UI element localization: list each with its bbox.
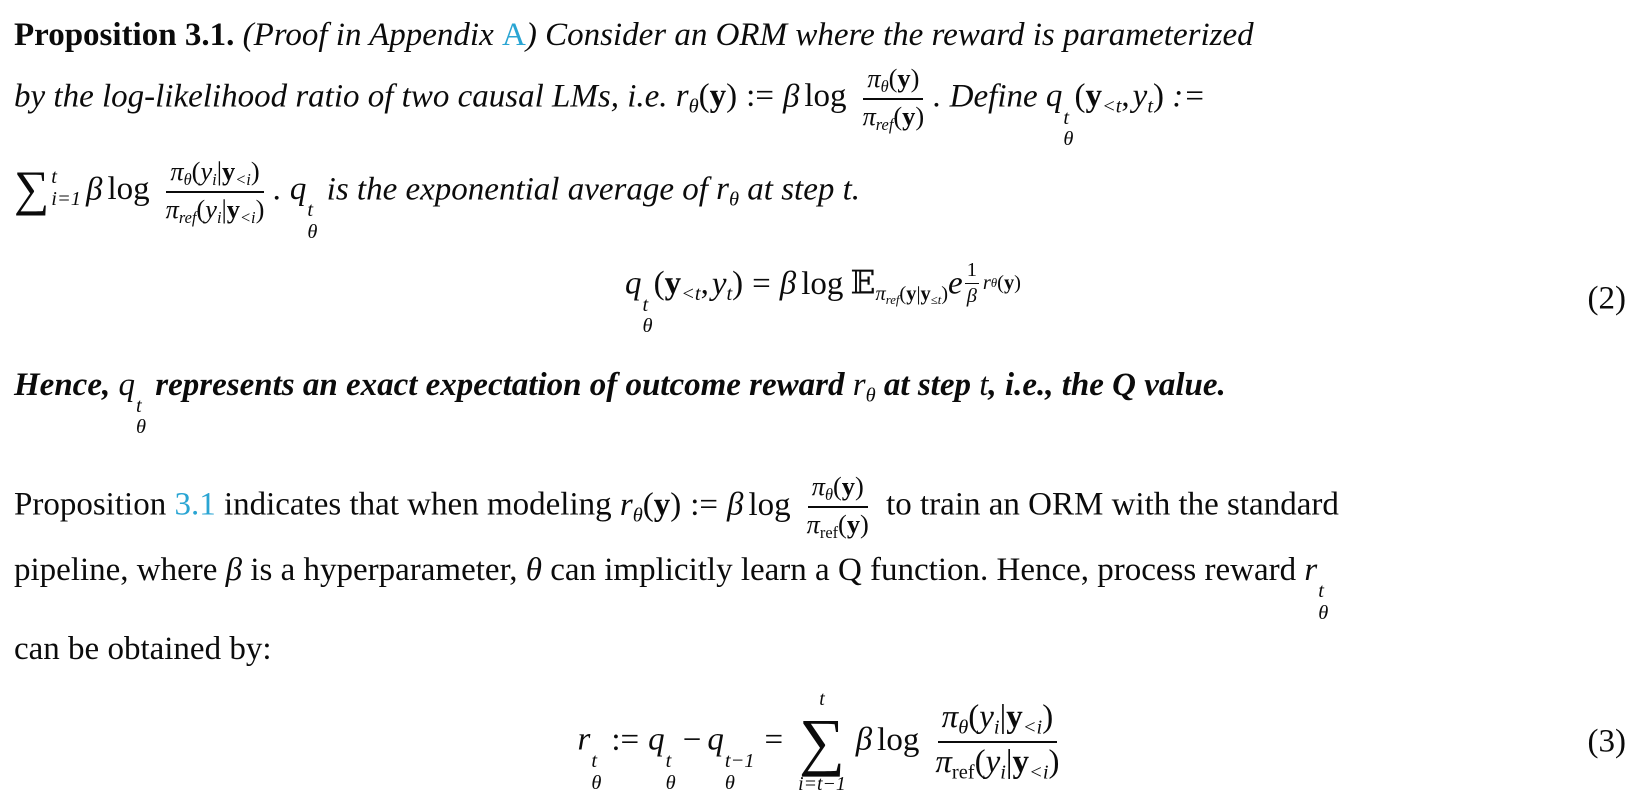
exponent — [965, 259, 1021, 307]
proposition-text-1: Consider an ORM where the reward is parameterized — [545, 17, 1254, 53]
math-token: <i — [235, 169, 251, 189]
define-equals: := — [611, 721, 640, 758]
math-token: β — [86, 171, 103, 208]
math-token: | — [1005, 744, 1013, 781]
math-token: π — [941, 699, 959, 736]
math-token: ) — [910, 62, 920, 93]
supsub-stack — [1063, 108, 1073, 151]
math-token: θ — [1318, 601, 1329, 624]
math-token: q — [118, 366, 135, 403]
paragraph-line-1 — [14, 471, 1632, 543]
sum-lower-limit: i=t−1 — [798, 773, 846, 796]
supsub-stack — [136, 396, 146, 439]
paragraph-line-3 — [14, 626, 1632, 672]
math-token: π — [867, 62, 881, 93]
math-token: π — [170, 155, 184, 186]
math-token: q — [707, 721, 724, 758]
math-token: i — [216, 207, 222, 227]
math-token: θ — [958, 716, 969, 739]
math-token: r — [852, 366, 866, 403]
math-token: | — [916, 283, 921, 306]
math-token: , — [1121, 78, 1130, 115]
math-token: ) — [1153, 78, 1165, 115]
math-token: y — [1085, 78, 1102, 115]
supsub-stack — [643, 295, 653, 338]
math-token: <i — [239, 207, 256, 227]
math-token: y — [200, 155, 213, 186]
proposition-text-6: is the exponential average of — [318, 171, 717, 208]
math-token: ) — [255, 193, 265, 224]
supsub-stack — [1318, 581, 1328, 624]
math-token: y — [664, 265, 682, 302]
fraction-numerator — [938, 699, 1058, 743]
math-q-symbol — [118, 366, 147, 439]
sum-limits — [51, 167, 81, 210]
math-token: <i — [1029, 761, 1049, 784]
proposition-text-4: := — [1164, 78, 1206, 115]
math-token: i — [212, 169, 217, 189]
math-r-theta-y — [675, 78, 738, 119]
fraction-denominator — [859, 100, 929, 135]
math-token: ) — [1042, 699, 1054, 736]
math-token: θ — [632, 504, 643, 527]
hence-text-3: at step — [875, 366, 980, 403]
math-token: r — [577, 721, 591, 758]
hence-text-4: , i.e., the Q value. — [988, 366, 1226, 403]
math-token: θ — [665, 771, 676, 794]
math-token: i — [1000, 761, 1006, 784]
supsub-stack — [725, 751, 755, 794]
math-token: y — [1132, 78, 1148, 115]
math-token: y — [226, 193, 240, 224]
paragraph-text-2: indicates that when modeling — [215, 486, 620, 523]
math-token: y — [897, 62, 911, 93]
math-token: ) — [1048, 744, 1060, 781]
proposition-text-7: at step t. — [739, 171, 861, 208]
pi-ratio-fraction-cond — [162, 156, 269, 228]
math-token: t — [979, 366, 989, 403]
proposition-text-5: . — [273, 171, 290, 208]
math-token: t — [307, 199, 314, 222]
math-token: ≤t — [930, 293, 942, 308]
math-token: y — [906, 283, 917, 306]
equation-3-body — [577, 689, 1068, 795]
math-token: ) — [726, 78, 738, 115]
proposition-3-1-link[interactable]: 3.1 — [174, 486, 216, 523]
math-token: y — [711, 265, 727, 302]
math-token: ( — [888, 62, 898, 93]
fraction-denominator — [931, 743, 1063, 785]
equation-2 — [14, 259, 1632, 337]
math-token: β — [225, 552, 243, 589]
math-token: y — [902, 100, 916, 131]
equation-2-number: (2) — [1587, 280, 1626, 317]
math-token: ) — [250, 155, 260, 186]
fraction-numerator — [166, 156, 263, 193]
math-token: y — [653, 486, 671, 523]
math-token: β — [855, 721, 873, 758]
fraction-numerator — [863, 63, 923, 100]
math-token: r — [619, 486, 633, 523]
paragraph-text-7: can be obtained by: — [14, 631, 272, 668]
math-token: r — [716, 171, 729, 208]
proof-note-close: ) — [525, 17, 546, 53]
math-token: t — [642, 293, 649, 316]
math-token: π — [875, 283, 886, 306]
math-token: ( — [968, 699, 980, 736]
expectation-subscript — [875, 283, 949, 308]
math-token: | — [999, 699, 1007, 736]
math-token: t — [1318, 580, 1324, 603]
math-token: ) — [915, 100, 925, 131]
math-token: <i — [1022, 716, 1043, 739]
fraction-denominator — [162, 193, 269, 228]
paragraph-text-5: is a hyperparameter, — [242, 552, 526, 589]
math-token: ) — [732, 265, 744, 302]
math-token: 1 — [965, 259, 979, 283]
math-token: y — [205, 193, 217, 224]
math-token: ) — [854, 470, 864, 501]
math-token: | — [221, 193, 227, 224]
math-token: ( — [974, 744, 986, 781]
math-token: ( — [642, 486, 654, 523]
math-r-theta-y — [619, 486, 682, 527]
math-token: θ — [880, 77, 889, 97]
math-token: π — [806, 508, 820, 539]
math-token: θ — [642, 315, 653, 338]
minus-sign: − — [682, 721, 702, 758]
math-q-term — [1045, 78, 1165, 151]
math-token: i — [993, 716, 1000, 739]
math-token: π — [862, 100, 876, 131]
math-token: θ — [865, 384, 876, 407]
math-token: ( — [191, 155, 201, 186]
body-paragraph — [14, 471, 1632, 672]
math-token: ( — [196, 193, 206, 224]
math-token: ref — [885, 293, 900, 308]
math-token: r — [675, 78, 689, 115]
sum-upper-limit: t — [819, 688, 825, 711]
math-token: θ — [307, 220, 318, 243]
summation-inline — [14, 161, 82, 217]
math-token: t — [51, 166, 57, 189]
math-token: y — [846, 508, 861, 539]
math-token: t — [1147, 96, 1154, 119]
math-token: θ — [729, 188, 740, 211]
math-token: e — [948, 265, 963, 302]
math-token: ( — [698, 78, 710, 115]
paragraph-text-4: pipeline, where — [14, 552, 226, 589]
math-token: , — [700, 265, 709, 302]
paragraph-text-6: can implicitly learn a Q function. Hence, process reward — [541, 552, 1305, 589]
math-token: y — [920, 283, 931, 306]
pi-ratio-fraction — [803, 471, 873, 543]
math-token: θ — [1063, 128, 1074, 151]
appendix-a-link[interactable]: A — [501, 17, 526, 53]
math-token: | — [216, 155, 223, 186]
math-token: ( — [1074, 78, 1086, 115]
math-token: θ — [591, 771, 602, 794]
math-token: θ — [183, 169, 192, 189]
math-token: θ — [525, 552, 542, 589]
equals-sign: = — [752, 265, 771, 302]
math-r-symbol — [1304, 552, 1329, 624]
equals-sign: = — [764, 721, 784, 758]
fraction-denominator — [803, 508, 873, 543]
math-token: θ — [688, 96, 699, 119]
math-token: y — [985, 744, 1001, 781]
math-token: θ — [724, 771, 735, 794]
math-token: r — [982, 271, 991, 294]
math-q-symbol — [289, 171, 319, 243]
math-token: β — [966, 284, 977, 307]
math-token: q — [289, 171, 307, 208]
math-token: ( — [899, 283, 907, 306]
math-token: t−1 — [724, 750, 755, 773]
math-token: t — [1063, 106, 1070, 129]
pi-ratio-fraction — [859, 63, 929, 135]
one-over-beta-fraction — [965, 259, 979, 307]
equation-3 — [14, 682, 1632, 802]
proof-note-open: (Proof in Appendix — [242, 17, 502, 53]
math-token: ) — [1014, 271, 1021, 294]
expectation-symbol: 𝔼 — [850, 265, 876, 302]
proposition-line-1 — [14, 12, 1632, 60]
math-token: log — [877, 721, 920, 758]
math-token: θ — [990, 275, 998, 290]
math-token: ( — [838, 508, 847, 539]
math-token: y — [222, 155, 236, 186]
math-token: t — [135, 394, 142, 417]
math-r-symbol — [852, 366, 876, 407]
summation-display — [798, 689, 846, 795]
math-token: y — [709, 78, 727, 115]
equation-2-body — [625, 259, 1021, 337]
math-token: y — [841, 470, 855, 501]
math-token: ) — [670, 486, 682, 523]
sigma-symbol: ∑ — [799, 706, 845, 778]
math-token: π — [935, 744, 952, 781]
math-token: log — [801, 265, 844, 302]
supsub-stack — [307, 200, 317, 243]
math-token: y — [1006, 699, 1023, 736]
supsub-stack — [591, 751, 601, 794]
math-token: log — [804, 78, 847, 115]
proposition-text-2: by the log-likelihood ratio of two causal LMs, i.e. — [14, 78, 676, 115]
hence-sentence — [14, 362, 1632, 439]
math-token: ref — [819, 523, 839, 543]
math-token: ( — [997, 271, 1004, 294]
math-token: ref — [875, 115, 894, 135]
math-token: r — [1304, 552, 1318, 589]
math-token: π — [811, 470, 825, 501]
math-token: y — [979, 699, 994, 736]
proposition-line-3 — [14, 156, 1632, 244]
proposition-line-2 — [14, 63, 1632, 151]
supsub-stack — [666, 751, 676, 794]
math-token: t — [726, 283, 733, 306]
math-token: t — [591, 750, 597, 773]
math-token: <t — [1101, 96, 1122, 119]
math-token: y — [1012, 744, 1030, 781]
math-token: y — [1003, 271, 1015, 294]
math-token: q — [648, 721, 665, 758]
hence-text-2: represents an exact expectation of outcome reward — [147, 366, 853, 403]
math-token: i=1 — [51, 187, 81, 210]
math-token: log — [748, 486, 791, 523]
math-token: q — [625, 265, 642, 302]
math-token: ref — [951, 761, 975, 784]
fraction-numerator — [808, 471, 868, 508]
math-token: ( — [653, 265, 665, 302]
paragraph-text-1: Proposition — [14, 486, 175, 523]
equation-3-number: (3) — [1587, 723, 1626, 760]
math-token: ( — [832, 470, 842, 501]
math-token: θ — [824, 485, 833, 505]
hence-text-1: Hence, — [14, 366, 119, 403]
math-token: π — [165, 193, 179, 224]
math-token: ref — [178, 207, 197, 227]
math-token: β — [782, 78, 800, 115]
math-token: <t — [681, 283, 701, 306]
define-equals: := — [690, 486, 719, 523]
proposition-text-3: . Define — [933, 78, 1046, 115]
math-token: β — [727, 486, 744, 523]
define-equals: := — [746, 78, 774, 115]
math-r-symbol — [716, 171, 740, 211]
math-token: ) — [941, 283, 949, 306]
proposition-label: Proposition 3.1. — [14, 17, 235, 53]
math-token: ( — [893, 100, 903, 131]
paragraph-text-3: to train an ORM with the standard — [877, 486, 1339, 523]
math-token: log — [107, 171, 150, 208]
math-token: ) — [860, 508, 869, 539]
math-token: β — [779, 265, 797, 302]
math-token: t — [665, 750, 672, 773]
paragraph-line-2 — [14, 547, 1632, 624]
pi-ratio-fraction-cond — [931, 699, 1063, 785]
math-token: θ — [135, 416, 147, 439]
math-token: q — [1045, 78, 1063, 115]
sigma-symbol: ∑ — [14, 161, 50, 217]
